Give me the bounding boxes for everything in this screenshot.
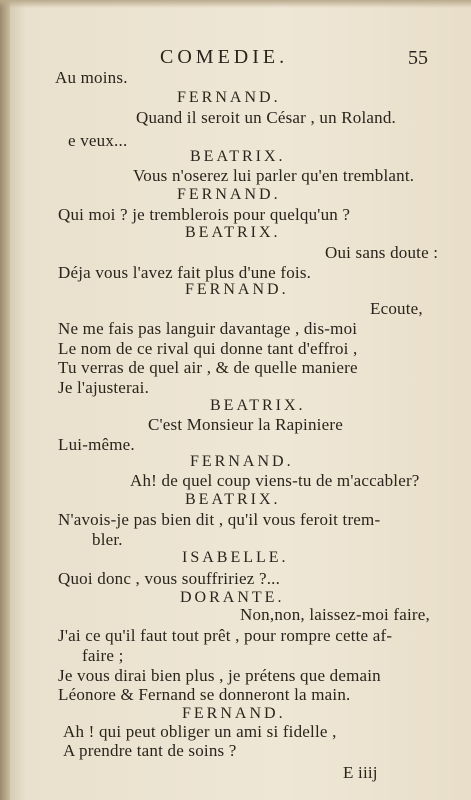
speaker-name: FERNAND.	[190, 453, 294, 470]
speaker-name: BEATRIX.	[185, 224, 281, 241]
text-line: faire ;	[82, 646, 124, 665]
text-line: Le nom de ce rival qui donne tant d'effroi ,	[58, 339, 358, 358]
text-line: A prendre tant de soins ?	[63, 741, 237, 760]
speaker-name: BEATRIX.	[210, 397, 306, 414]
text-line: Léonore & Fernand se donneront la main.	[58, 685, 351, 704]
speaker-name: BEATRIX.	[190, 148, 286, 165]
text-line: C'est Monsieur la Rapiniere	[148, 415, 343, 434]
text-line: Au moins.	[55, 68, 128, 87]
page-top-edge	[0, 0, 471, 8]
text-line: Je vous dirai bien plus , je prétens que demain	[58, 666, 381, 685]
text-line: Ecoute,	[370, 299, 423, 318]
text-line: Vous n'oserez lui parler qu'en tremblant.	[133, 166, 415, 185]
speaker-name: FERNAND.	[182, 705, 286, 722]
page-number: 55	[408, 47, 428, 69]
text-line: Je l'ajusterai.	[58, 378, 150, 397]
running-head: COMEDIE.	[160, 46, 289, 68]
text-line: J'ai ce qu'il faut tout prêt , pour rompre cette af-	[58, 626, 393, 645]
text-line: Lui-même.	[58, 435, 135, 454]
binding-gutter	[0, 0, 10, 800]
speaker-name: FERNAND.	[177, 89, 281, 106]
text-line: bler.	[92, 530, 123, 549]
text-line: Qui moi ? je tremblerois pour quelqu'un ?	[58, 205, 351, 224]
speaker-name: DORANTE.	[180, 589, 285, 606]
text-line: Non,non, laissez-moi faire,	[240, 605, 430, 624]
speaker-name: FERNAND.	[177, 186, 281, 203]
text-line: N'avois-je pas bien dit , qu'il vous feroit trem-	[58, 510, 381, 529]
text-line: Tu verras de quel air , & de quelle maniere	[58, 358, 358, 377]
text-line: Oui sans doute :	[325, 243, 439, 262]
speaker-name: FERNAND.	[185, 281, 289, 298]
text-line: Ne me fais pas languir davantage , dis-moi	[58, 319, 358, 338]
speaker-name: BEATRIX.	[185, 491, 281, 508]
text-line: Ah! de quel coup viens-tu de m'accabler?	[130, 471, 420, 490]
text-line: Quand il seroit un César , un Roland.	[136, 108, 397, 127]
speaker-name: ISABELLE.	[182, 549, 289, 566]
text-line: e veux...	[68, 131, 128, 150]
text-line: Quoi donc , vous souffririez ?...	[58, 569, 281, 588]
text-line: Déja vous l'avez fait plus d'une fois.	[58, 263, 312, 282]
text-line: Ah ! qui peut obliger un ami si fidelle ,	[63, 722, 337, 741]
signature-mark: E iiij	[343, 763, 378, 782]
